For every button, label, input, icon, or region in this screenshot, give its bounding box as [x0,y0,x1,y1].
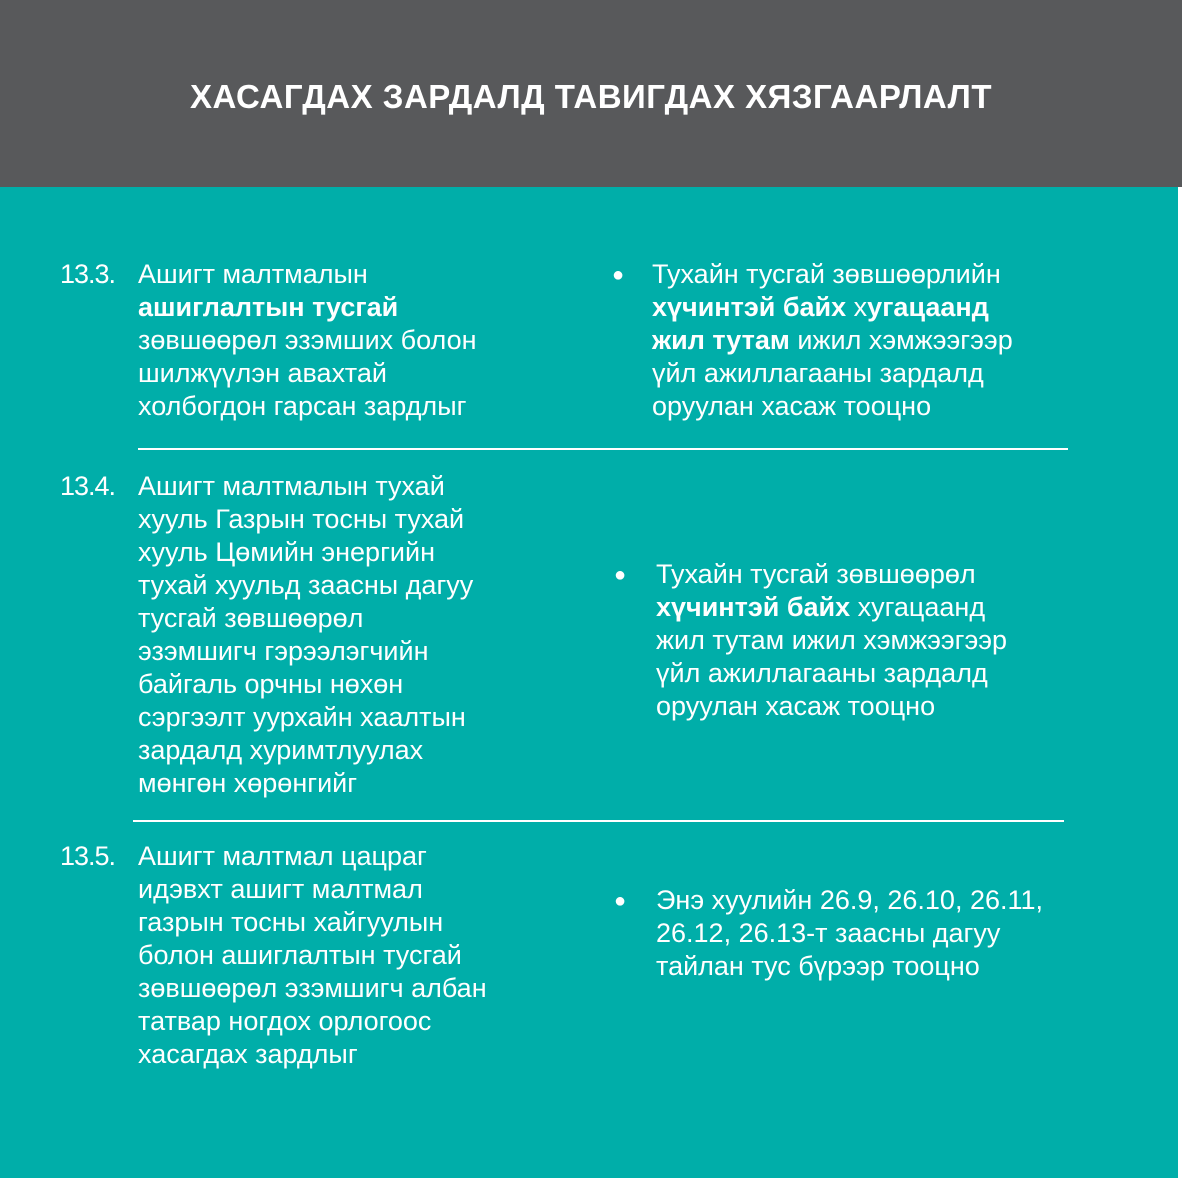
text-line: эзэмшигч гэрээлэгчийн [138,636,429,666]
text-line: татвар ногдох орлогоос [138,1006,432,1036]
text-line: зөвшөөрөл эзэмших болон [138,325,477,355]
bold-text: угацаанд [867,292,989,322]
text-line: Ашигт малтмалын тухай [138,471,445,501]
bold-text: хүчинтэй байх [656,592,851,622]
row-number-13-4: 13.4. [60,471,116,501]
row-13-4-left-text [138,470,578,800]
text-line: оруулан хасаж тооцно [652,391,932,421]
row-13-5-right-text [656,884,1116,983]
bullet-icon: ● [614,890,627,912]
text-line: хасагдах зардлыг [138,1039,358,1069]
text-line: байгаль орчны нөхөн [138,669,404,699]
text-line: оруулан хасаж тооцно [656,691,936,721]
page-title: ХАСАГДАХ ЗАРДАЛД ТАВИГДАХ ХЯЗГААРЛАЛТ [190,77,992,115]
text-line: мөнгөн хөрөнгийг [138,768,358,798]
row-13-5-left-text [138,840,588,1071]
bold-text: хүчинтэй байх [652,292,847,322]
text-line: тайлан тус бүрээр тооцно [656,951,980,981]
text-line: зардалд хуримтлуулах [138,735,424,765]
text-line: тусгай зөвшөөрөл [138,603,364,633]
text-span: хугацаанд [850,592,986,622]
text-line: тухай хуульд заасны дагуу [138,570,474,600]
text-span: ижил хэмжээгээр [789,325,1013,355]
text-line: идэвхт ашигт малтмал [138,874,423,904]
row-13-3-left-text [138,258,578,423]
text-line: үйл ажиллагааны зардалд [656,658,988,688]
row-13-4-right-text [656,558,1096,723]
text-line: Тухайн тусгай зөвшөөрөл [656,559,976,589]
row-divider [133,820,1064,822]
text-line: сэргээлт уурхайн хаалтын [138,702,466,732]
text-line: хууль Цөмийн энергийн [138,537,435,567]
text-line: газрын тосны хайгуулын [138,907,444,937]
row-13-3-right-text [652,258,1102,423]
text-line: Тухайн тусгай зөвшөөрлийн [652,259,1001,289]
text-line: болон ашиглалтын тусгай [138,940,462,970]
bold-text: ашиглалтын тусгай [138,292,399,322]
bold-text: жил тутам [652,325,790,355]
bullet-icon: ● [612,264,625,286]
text-span: х [846,292,868,322]
text-line: Энэ хуулийн 26.9, 26.10, 26.11, [656,885,1044,915]
text-line: Ашигт малтмал цацраг [138,841,427,871]
text-line: хууль Газрын тосны тухай [138,504,465,534]
text-line: жил тутам ижил хэмжээгээр [656,625,1008,655]
row-number-13-3: 13.3. [60,259,116,289]
text-line: 26.12, 26.13-т заасны дагуу [656,918,1001,948]
content-panel [0,187,1178,1178]
text-line: шилжүүлэн авахтай [138,358,387,388]
row-number-13-5: 13.5. [60,841,116,871]
text-line: Ашигт малтмалын [138,259,368,289]
header-banner [0,0,1182,187]
text-line: үйл ажиллагааны зардалд [652,358,984,388]
text-line: холбогдон гарсан зардлыг [138,391,467,421]
bullet-icon: ● [614,564,627,586]
row-divider [138,448,1068,450]
text-line: зөвшөөрөл эзэмшигч албан [138,973,487,1003]
